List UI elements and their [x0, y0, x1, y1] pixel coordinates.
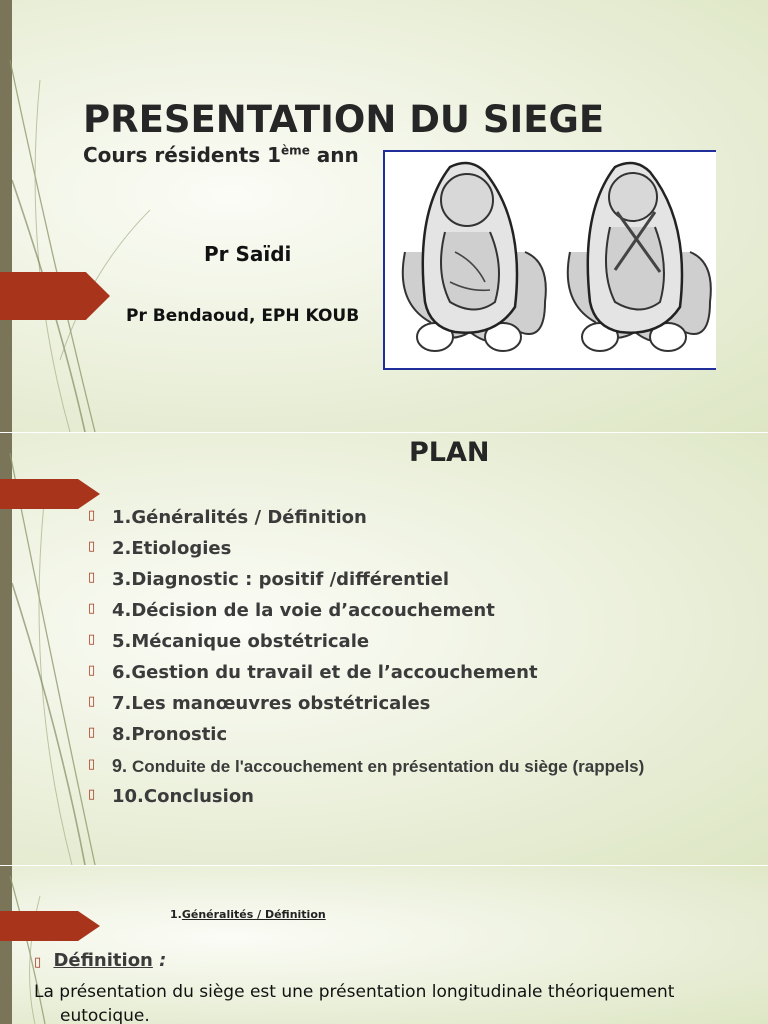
- plan-item: [88, 537, 644, 568]
- bullet-icon: ▯: [88, 694, 96, 709]
- plan-item: [88, 723, 644, 754]
- section-header: [170, 908, 326, 921]
- slide-subtitle: [83, 143, 359, 167]
- bullet-icon: ▯: [88, 570, 96, 585]
- plan-title: PLAN: [409, 437, 490, 468]
- section-header-number: 1.: [170, 908, 182, 921]
- plan-item-text: 8.Pronostic: [112, 724, 228, 745]
- plan-item: [88, 785, 644, 816]
- breech-illustration: [383, 150, 716, 370]
- bullet-icon: ▯: [88, 756, 96, 771]
- subtitle-prefix: Cours résidents 1: [83, 143, 282, 167]
- plan-item-text: 4.Décision de la voie d’accouchement: [112, 600, 495, 621]
- definition-colon: :: [152, 950, 167, 971]
- slide-definition: [0, 866, 768, 1024]
- definition-heading: [34, 950, 166, 971]
- bullet-icon: ▯: [88, 539, 96, 554]
- plan-item-text: 2.Etiologies: [112, 538, 232, 559]
- bullet-icon: ▯: [88, 725, 96, 740]
- plan-item-text: 6.Gestion du travail et de l’accouchement: [112, 662, 538, 683]
- breech-drawing: [385, 152, 716, 368]
- plan-item-text: 7.Les manœuvres obstétricales: [112, 693, 431, 714]
- plan-item: [88, 568, 644, 599]
- plan-item: [88, 661, 644, 692]
- plan-item: [88, 630, 644, 661]
- plan-item: [88, 506, 644, 537]
- bullet-icon: ▯: [88, 601, 96, 616]
- author-secondary: Pr Bendaoud, EPH KOUB: [126, 306, 360, 326]
- plan-item: [88, 692, 644, 723]
- bullet-icon: ▯: [88, 508, 96, 523]
- plan-item-number: 9.: [112, 756, 128, 776]
- decorative-stems: [0, 0, 200, 432]
- plan-item-detail: Conduite de l'accouchement en présentation du siège (rappels): [132, 757, 645, 776]
- definition-body-line1: La présentation du siège est une présentation longitudinale théoriquement: [34, 982, 675, 1002]
- definition-label: Définition: [53, 950, 153, 971]
- plan-item-text: 1.Généralités / Définition: [112, 507, 367, 528]
- bullet-icon: ▯: [88, 663, 96, 678]
- bullet-icon: ▯: [34, 955, 42, 970]
- slide-title: [0, 0, 768, 432]
- section-header-link[interactable]: Généralités / Définition: [181, 908, 326, 921]
- plan-list: [88, 506, 644, 816]
- bullet-icon: ▯: [88, 787, 96, 802]
- plan-item: [88, 599, 644, 630]
- bullet-icon: ▯: [88, 632, 96, 647]
- subtitle-sup: ème: [281, 143, 310, 158]
- definition-body-line2: eutocique.: [60, 1006, 150, 1024]
- plan-item: [88, 754, 644, 785]
- plan-item-text: 10.Conclusion: [112, 786, 254, 807]
- author-primary: Pr Saïdi: [204, 242, 292, 266]
- slide-title-text: PRESENTATION DU SIEGE: [83, 98, 605, 141]
- subtitle-suffix: ann: [309, 143, 359, 167]
- plan-item-text: 3.Diagnostic : positif /différentiel: [112, 569, 450, 590]
- plan-item-text: 5.Mécanique obstétricale: [112, 631, 370, 652]
